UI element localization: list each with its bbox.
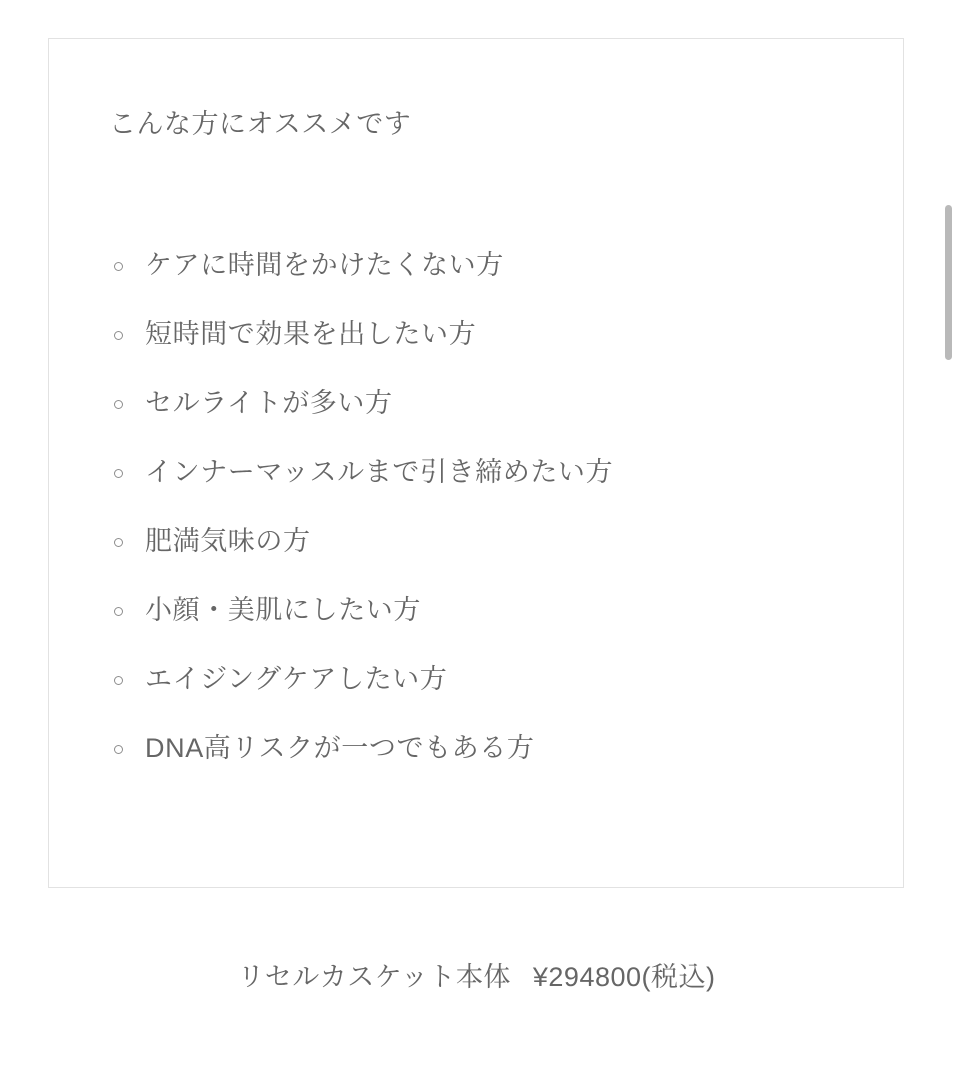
product-name: リセルカスケット本体	[237, 962, 511, 992]
list-item	[107, 231, 867, 300]
list-item	[107, 645, 867, 714]
bullet-circle-icon	[114, 538, 123, 547]
list-item-label: 短時間で効果を出したい方	[145, 319, 477, 350]
list-item-label: エイジングケアしたい方	[145, 664, 448, 695]
list-item	[107, 369, 867, 438]
bullet-circle-icon	[114, 262, 123, 271]
page-title: こんな方にオススメです	[109, 109, 412, 139]
bullet-circle-icon	[114, 676, 123, 685]
list-item-label: ケアに時間をかけたくない方	[145, 250, 504, 281]
scrollbar-track[interactable]	[944, 0, 953, 1080]
product-price: ¥294800(税込)	[532, 962, 716, 992]
list-item	[107, 576, 867, 645]
list-item-label: 肥満気味の方	[145, 526, 311, 557]
bullet-circle-icon	[114, 331, 123, 340]
scrollbar-thumb[interactable]	[945, 205, 952, 360]
list-item	[107, 438, 867, 507]
recommendation-list	[107, 231, 867, 783]
list-item	[107, 300, 867, 369]
price-caption	[0, 955, 953, 994]
recommendation-card	[48, 38, 904, 888]
bullet-circle-icon	[114, 400, 123, 409]
bullet-circle-icon	[114, 469, 123, 478]
bullet-circle-icon	[114, 607, 123, 616]
list-item-label: 小顔・美肌にしたい方	[145, 595, 421, 626]
list-item-label: DNA高リスクが一つでもある方	[145, 733, 535, 764]
list-item-label: インナーマッスルまで引き締めたい方	[145, 457, 614, 488]
bullet-circle-icon	[114, 745, 123, 754]
list-item-label: セルライトが多い方	[145, 388, 393, 419]
list-item	[107, 714, 867, 783]
list-item	[107, 507, 867, 576]
